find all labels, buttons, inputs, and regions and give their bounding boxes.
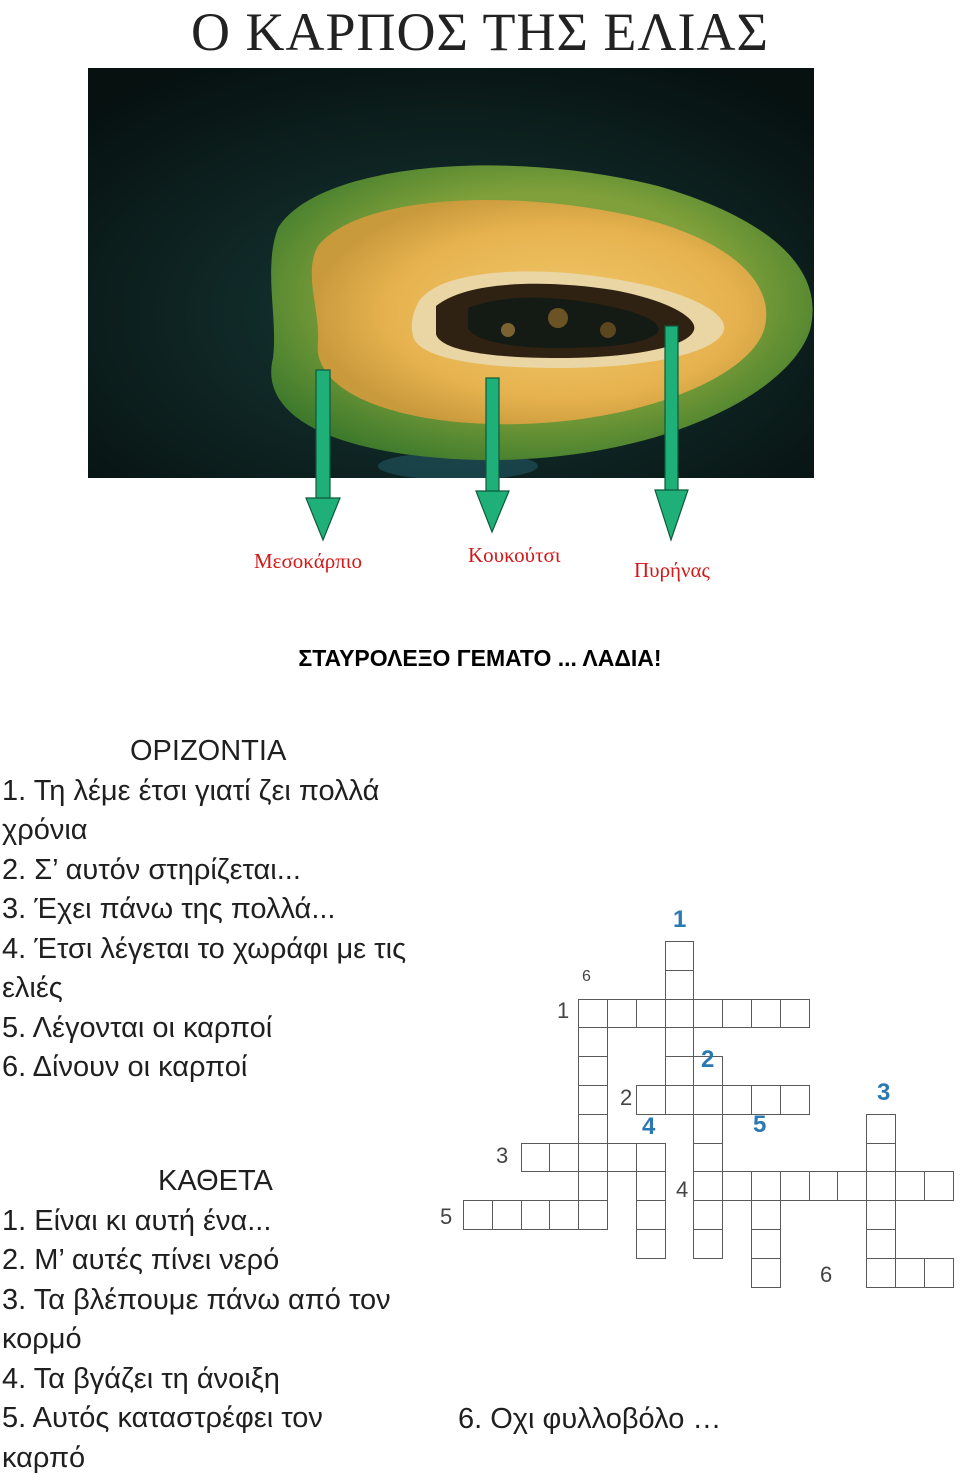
label-mesocarp: Μεσοκάρπιο [254,549,362,573]
down-number-3: 3 [877,1079,891,1106]
crossword-cell[interactable] [693,1171,723,1201]
horizontal-clue: 1. Τη λέμε έτσι γιατί ζει πολλά χρόνια [2,774,380,846]
horizontal-clue: 2. Σ’ αυτόν στηρίζεται... [2,853,301,886]
crossword-cell[interactable] [549,1200,579,1230]
across-number-6: 6 [820,1262,833,1287]
crossword-cell[interactable] [895,1171,925,1201]
crossword-cell[interactable] [693,1200,723,1230]
crossword-cell[interactable] [693,999,723,1029]
crossword-cell[interactable] [665,1085,695,1115]
vertical-clues [2,1162,462,1478]
crossword-cell[interactable] [722,1171,752,1201]
down-number-2: 2 [701,1046,715,1073]
horizontal-clue: 6. Δίνουν οι καρποί [2,1051,248,1083]
horizontal-clue: 5. Λέγονται οι καρποί [2,1011,273,1044]
crossword-cell[interactable] [693,1143,723,1173]
crossword-cell[interactable] [866,1143,896,1173]
crossword-cell[interactable] [751,1229,781,1259]
horizontal-clue: 4. Έτσι λέγεται το χωράφι με τις ελιές [2,932,407,1004]
vertical-clue: 2. Μ’ αυτές πίνει νερό [2,1244,280,1276]
crossword-cell[interactable] [636,1171,666,1201]
crossword-cell[interactable] [924,1258,954,1288]
crossword-cell[interactable] [636,1143,666,1173]
crossword-cell[interactable] [665,970,695,1000]
down-number-5: 5 [753,1111,767,1138]
across-number-1: 1 [557,998,570,1023]
across-number-4: 4 [676,1177,689,1202]
crossword-cell[interactable] [636,1085,666,1115]
crossword-cell[interactable] [751,999,781,1029]
crossword-cell[interactable] [693,1229,723,1259]
crossword-cell[interactable] [463,1200,493,1230]
crossword-cell[interactable] [665,1056,695,1086]
crossword-cell[interactable] [549,1143,579,1173]
crossword-cell[interactable] [780,999,810,1029]
crossword-cell[interactable] [722,1085,752,1115]
crossword-cell[interactable] [751,1258,781,1288]
crossword-cell[interactable] [492,1200,522,1230]
vertical-clue-6: 6. Οχι φυλλοβόλο … [458,1403,722,1435]
label-kernel: Πυρήνας [634,558,710,582]
crossword-cell[interactable] [578,1143,608,1173]
crossword-cell[interactable] [665,1027,695,1057]
crossword-cell[interactable] [578,1171,608,1201]
vertical-clue: 4. Τα βγάζει τη άνοιξη [2,1362,280,1395]
horizontal-clue: 3. Έχει πάνω της πολλά... [2,893,336,925]
crossword-cell[interactable] [866,1258,896,1288]
crossword-cell[interactable] [722,999,752,1029]
down-number-6: 6 [582,968,591,985]
vertical-clue: 5. Αυτός καταστρέφει τον καρπό [2,1402,323,1474]
crossword-cell[interactable] [636,1229,666,1259]
arrows-overlay [0,0,960,560]
crossword-cell[interactable] [866,1171,896,1201]
crossword-cell[interactable] [578,999,608,1029]
label-stone: Κουκούτσι [468,543,561,567]
crossword-cell[interactable] [607,999,637,1029]
crossword-cell[interactable] [693,1114,723,1144]
crossword-cell[interactable] [578,1056,608,1086]
across-number-3: 3 [496,1143,509,1168]
crossword-cell[interactable] [521,1143,551,1173]
crossword-cell[interactable] [636,999,666,1029]
crossword-cell[interactable] [578,1114,608,1144]
down-number-4: 4 [642,1113,656,1140]
crossword-heading: ΣΤΑΥΡΟΛΕΞΟ ΓΕΜΑΤΟ ... ΛΑΔΙΑ! [298,645,662,671]
crossword-cell[interactable] [780,1085,810,1115]
down-number-1: 1 [673,906,687,933]
crossword-cell[interactable] [578,1027,608,1057]
crossword-cell[interactable] [866,1229,896,1259]
crossword-cell[interactable] [693,1085,723,1115]
arrow-kernel [655,326,688,540]
crossword-cell[interactable] [751,1200,781,1230]
crossword-cell[interactable] [751,1171,781,1201]
crossword-cell[interactable] [866,1200,896,1230]
crossword-cell[interactable] [521,1200,551,1230]
arrow-mesocarp [306,370,340,540]
crossword-cell[interactable] [895,1258,925,1288]
vertical-clue: 3. Τα βλέπουμε πάνω από τον κορμό [2,1283,391,1355]
crossword-cell[interactable] [578,1085,608,1115]
crossword-cell[interactable] [578,1200,608,1230]
crossword-cell[interactable] [636,1200,666,1230]
crossword-cell[interactable] [607,1143,637,1173]
across-number-2: 2 [620,1085,633,1110]
vertical-clue: 1. Είναι κι αυτή ένα... [2,1204,272,1237]
across-number-5: 5 [440,1204,453,1229]
crossword-cell[interactable] [665,941,695,971]
crossword-cell[interactable] [665,999,695,1029]
crossword-cell[interactable] [924,1171,954,1201]
arrow-stone [476,378,509,532]
horizontal-heading: ΟΡΙΖΟΝΤΙΑ [130,735,287,767]
horizontal-clues [2,732,462,1088]
crossword-cell[interactable] [866,1114,896,1144]
crossword-cell[interactable] [837,1171,867,1201]
crossword-cell[interactable] [780,1171,810,1201]
page-title: Ο ΚΑΡΠΟΣ ΤΗΣ ΕΛΙΑΣ [191,2,769,62]
vertical-heading: ΚΑΘΕΤΑ [158,1165,273,1197]
crossword-cell[interactable] [809,1171,839,1201]
